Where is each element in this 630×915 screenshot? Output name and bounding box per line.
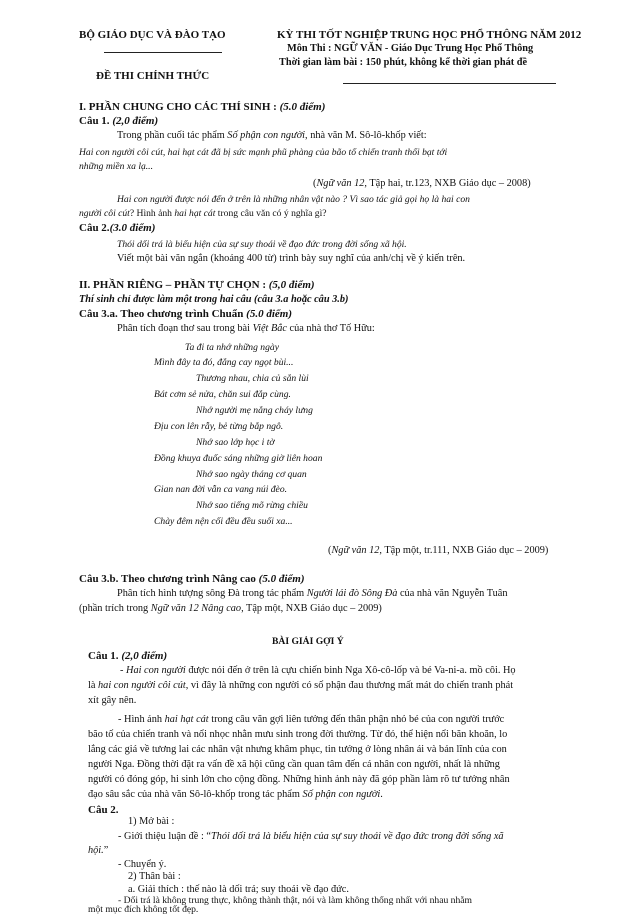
exam-underline — [343, 83, 556, 84]
part2-heading: II. PHẦN RIÊNG – PHẦN TỰ CHỌN : (5,0 điểm) — [79, 279, 315, 291]
answer-c1-p1-line: xít gây nên. — [88, 695, 137, 706]
exam-title: KỲ THI TỐT NGHIỆP TRUNG HỌC PHỔ THÔNG NĂM 2012 — [277, 29, 582, 41]
poem-line: Nhớ sao tiếng mõ rừng chiều — [196, 500, 308, 511]
poem-line: Gian nan đời vẫn ca vang núi đèo. — [154, 484, 288, 495]
q3a-label: Câu 3.a. Theo chương trình Chuẩn (5.0 điểm) — [79, 308, 292, 320]
ministry-underline — [104, 52, 222, 53]
q1-intro: Trong phần cuối tác phẩm Số phận con người, nhà văn M. Sô-lô-khốp viết: — [117, 130, 427, 141]
q3a-intro: Phân tích đoạn thơ sau trong bài Việt Bắc của nhà thơ Tố Hữu: — [117, 323, 375, 334]
poem-line: Nhớ người mẹ nắng cháy lưng — [196, 405, 313, 416]
q3b-label: Câu 3.b. Theo chương trình Nâng cao (5.0 điểm) — [79, 573, 305, 585]
answer-c1-p2-line: người Nga. Đồng thời đặt ra vấn đề xã hội cũng cần quan tâm đến cá nhân con người, nhất là những — [88, 759, 500, 770]
q1-question-line-2: người côi cút? Hình ảnh hai hạt cát trong câu văn có ý nghĩa gì? — [79, 208, 327, 219]
poem-line: Nhớ sao ngày tháng cơ quan — [196, 469, 307, 480]
ministry-name: BỘ GIÁO DỤC VÀ ĐÀO TẠO — [79, 29, 226, 41]
answer-c1-p2-line: - Hình ảnh hai hạt cát trong câu văn gợi liên tưởng đến thân phận nhỏ bé của con người trước — [118, 714, 505, 725]
q3b-line-2: (phần trích trong Ngữ văn 12 Nâng cao, Tập một, NXB Giáo dục – 2009) — [79, 603, 382, 614]
answer-c1-p2-line: bão tố của chiến tranh và nổi nhọc nhằn mưu sinh trong đời thường. Từ đó, thể hiện nổi băn khoăn, lo — [88, 729, 508, 740]
answer-title: BÀI GIẢI GỢI Ý — [272, 636, 344, 647]
q2-task: Viết một bài văn ngắn (khoảng 400 từ) trình bày suy nghĩ của anh/chị về ý kiến trên. — [117, 253, 466, 264]
part1-heading: I. PHẦN CHUNG CHO CÁC THÍ SINH : (5.0 điểm) — [79, 101, 326, 113]
poem-line: Thương nhau, chia củ sắn lùi — [196, 373, 309, 384]
q1-source: (Ngữ văn 12, Tập hai, tr.123, NXB Giáo dục – 2008) — [313, 178, 531, 189]
q1-label: Câu 1. (2,0 điểm) — [79, 115, 159, 127]
q1-question-line-1: Hai con người được nói đến ở trên là những nhân vật nào ? Vì sao tác giả gọi họ là hai con — [117, 194, 470, 205]
exam-subject: Môn Thi : NGỮ VĂN - Giáo Dục Trung Học Phổ Thông — [287, 43, 534, 54]
poem-line: Địu con lên rẫy, bẻ từng bắp ngô. — [154, 421, 284, 432]
answer-c1-p2-line: người có đóng góp, hi sinh lớn cho cộng đồng. Những hình ảnh này đã góp phần làm rõ tư tưởng nhân — [88, 774, 510, 785]
q3a-source: (Ngữ văn 12, Tập một, tr.111, NXB Giáo dục – 2009) — [328, 545, 549, 556]
poem-line: Mình đây ta đó, đắng cay ngọt bùi... — [154, 357, 294, 368]
answer-c2-line: - Giới thiệu luận đề : “Thói dối trá là biểu hiện của sự suy thoái về đạo đức trong đời sống xã — [118, 831, 504, 842]
part2-note: Thí sinh chỉ được làm một trong hai câu (câu 3.a hoặc câu 3.b) — [79, 294, 349, 305]
answer-c1-p1-line: - Hai con người được nói đến ở trên là cựu chiến binh Nga Xô-cô-lốp và bé Va-ni-a. mồ côi. Họ — [120, 665, 516, 676]
poem-line: Bát cơm sẻ nửa, chăn sui đắp cùng. — [154, 389, 291, 400]
answer-c2-label: Câu 2. — [88, 804, 119, 816]
answer-c2-line: a. Giải thích : thế nào là dối trá; suy thoái về đạo đức. — [128, 884, 349, 895]
poem-line: Nhớ sao lớp học i tờ — [196, 437, 275, 448]
exam-time: Thời gian làm bài : 150 phút, không kể thời gian phát đề — [279, 57, 528, 68]
answer-c1-p2-line: đạo sâu sắc của nhà văn Sô-lô-khốp trong tác phẩm Số phận con người. — [88, 789, 383, 800]
q3b-line-1: Phân tích hình tượng sông Đà trong tác phẩm Người lái đò Sông Đà của nhà văn Nguyễn Tuân — [117, 588, 508, 599]
q1-quote-line-1: Hai con người côi cút, hai hạt cát đã bị sức mạnh phũ phàng của bão tố chiến tranh thổi bạt tới — [79, 147, 448, 158]
q1-quote-line-2: những miền xa lạ... — [79, 161, 153, 172]
answer-c2-line: hội.” — [88, 845, 109, 856]
answer-c2-line: - Chuyển ý. — [118, 859, 167, 870]
poem-line: Ta đi ta nhớ những ngày — [185, 342, 279, 353]
poem-line: Chày đêm nện cối đều đều suối xa... — [154, 516, 293, 527]
answer-c1-p1-line: là hai con người côi cút, vì đây là những con người có số phận đau thương mất mát do chiến tranh phát — [88, 680, 514, 691]
poem-line: Đồng khuya đuốc sáng những giờ liên hoan — [154, 453, 323, 464]
q2-quote: Thói dối trá là biểu hiện của sự suy thoái về đạo đức trong đời sống xã hội. — [117, 239, 407, 250]
answer-c1-p2-line: lắng các giá về tương lai các nhân vật nhưng khâm phục, tin tưởng ở lòng nhân ái và bản lĩnh của con — [88, 744, 507, 755]
answer-c2-line: - Dối trá là không trung thực, không thành thật, nói và làm không thống nhất với nhau nhằm — [118, 895, 472, 906]
official-label: ĐỀ THI CHÍNH THỨC — [96, 70, 210, 82]
answer-c2-line: 2) Thân bài : — [128, 871, 181, 882]
answer-c1-label: Câu 1. (2,0 điểm) — [88, 650, 168, 662]
q2-label: Câu 2.(3.0 điểm) — [79, 222, 156, 234]
answer-c2-line: 1) Mở bài : — [128, 816, 175, 827]
answer-c2-line: một mục đích không tốt đẹp. — [88, 904, 199, 915]
